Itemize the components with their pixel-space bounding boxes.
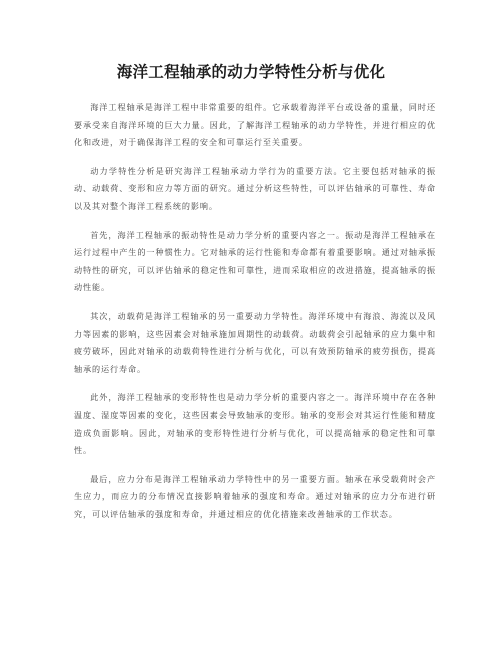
paragraph-2: 动力学特性分析是研究海洋工程轴承动力学行为的重要方法。它主要包括对轴承的振动、动载荷、变形和应力等方面的研究。通过分析这些特性，可以评估轴承的可靠性、寿命以及其对整个海洋工程系统的影响。: [74, 165, 436, 211]
document-body: [74, 99, 436, 534]
paragraph-1: 海洋工程轴承是海洋工程中非常重要的组件。它承载着海洋平台或设备的重量，同时还要承受来自海洋环境的巨大力量。因此，了解海洋工程轴承的动力学特性，并进行相应的优化和改进，对于确保海洋工程的安全和可靠运行至关重要。: [74, 102, 436, 148]
paragraph-6: 最后，应力分布是海洋工程轴承动力学特性中的另一重要方面。轴承在承受载荷时会产生应力，而应力的分布情况直接影响着轴承的强度和寿命。通过对轴承的应力分布进行研究，可以评估轴承的强度和寿命，并通过相应的优化措施来改善轴承的工作状态。: [74, 473, 436, 519]
document-title: 海洋工程轴承的动力学特性分析与优化: [116, 63, 386, 81]
paragraph-4: 其次，动载荷是海洋工程轴承的另一重要动力学特性。海洋环境中有海浪、海流以及风力等因素的影响，这些因素会对轴承施加周期性的动载荷。动载荷会引起轴承的应力集中和疲劳破坏，因此对轴承的动载荷特性进行分析与优化，可以有效预防轴承的疲劳损伤，提高轴承的运行寿命。: [74, 310, 436, 374]
paragraph-5: 此外，海洋工程轴承的变形特性也是动力学分析的重要内容之一。海洋环境中存在各种温度、湿度等因素的变化，这些因素会导致轴承的变形。轴承的变形会对其运行性能和精度造成负面影响。因此，对轴承的变形特性进行分析与优化，可以提高轴承的稳定性和可靠性。: [74, 392, 436, 456]
paragraph-3: 首先，海洋工程轴承的振动特性是动力学分析的重要内容之一。振动是海洋工程轴承在运行过程中产生的一种惯性力。它对轴承的运行性能和寿命都有着重要影响。通过对轴承振动特性的研究，可以评估轴承的稳定性和可靠性，进而采取相应的改进措施，提高轴承的振动性能。: [74, 229, 436, 293]
